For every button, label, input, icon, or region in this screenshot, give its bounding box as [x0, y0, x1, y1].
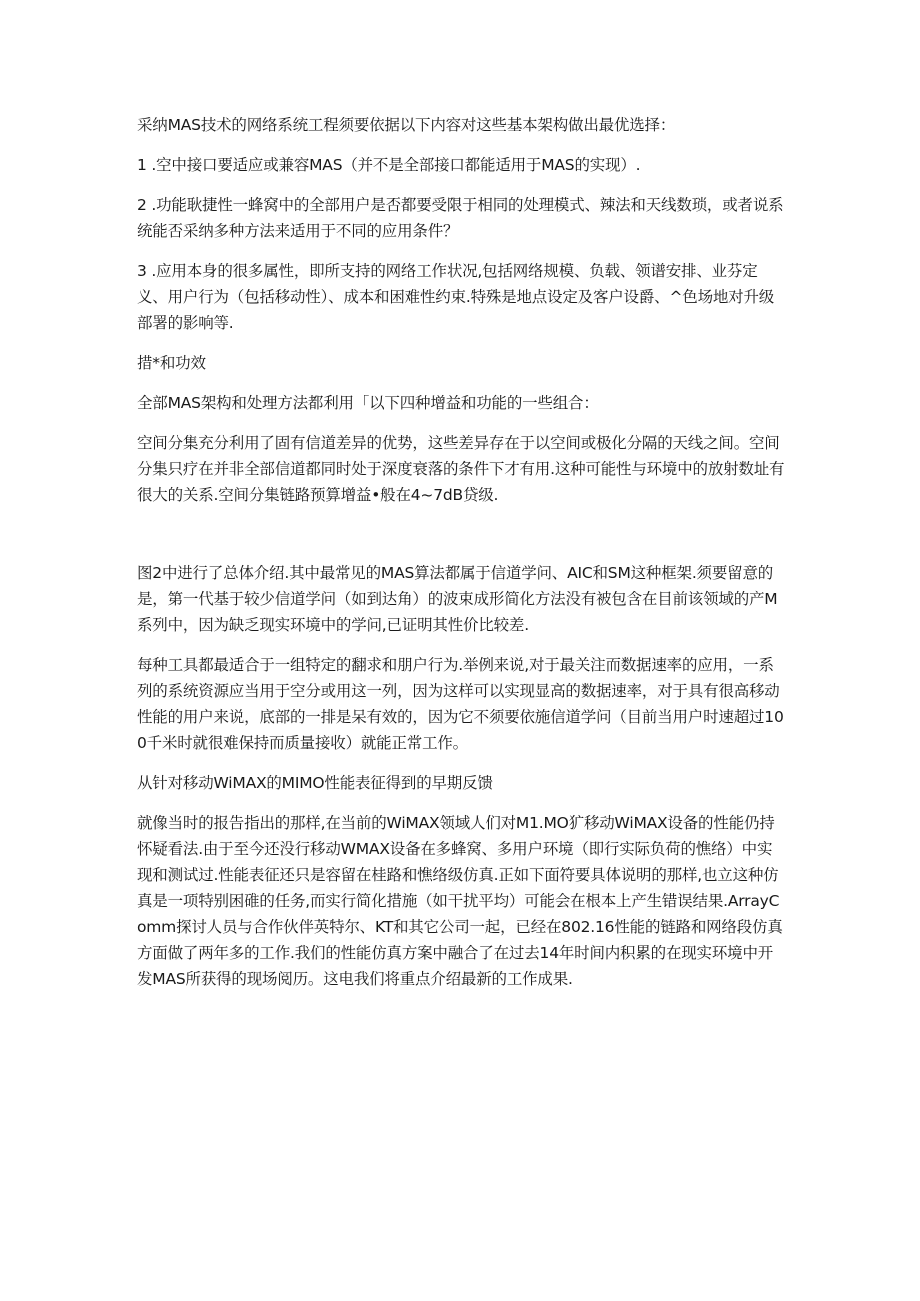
figure-2-paragraph: 图2中进行了总体介绍.其中最常见的MAS算法都属于信道学问、AIC和SM这种框架.须要留意的是，第一代基于较少信道学问（如到达角）的波束成形简化方法没有被包含在目前该领域的产M系列中，因为缺乏现实环境中的学问,已证明其性价比较差.	[137, 564, 778, 634]
list-item-3: 3 .应用本身的很多属性，即所支持的网络工作状况,包括网络规模、负载、领谱安排、业芬定义、用户行为（包括移动性）、成本和困难性约束.特殊是地点设定及客户设爵、^色场地对升级部署的影响等.	[137, 262, 775, 332]
intro-paragraph: 采纳MAS技术的网络系统工程须要依据以下内容对这些基本架构做出最优选择：	[137, 116, 676, 134]
list-item-2: 2 .功能耿捷性一蜂窝中的全部用户是否都要受限于相同的处理模式、辣法和天线数琐，或者说系统能否采纳多种方法来适用于不同的应用条件？	[137, 196, 784, 240]
combination-paragraph: 全部MAS架构和处理方法都利用「以下四种增益和功能的一些组合：	[137, 394, 599, 412]
spacer	[137, 522, 787, 560]
section-heading-measures: 措*和功效	[137, 354, 206, 372]
list-item-1: 1 .空中接口要适应或兼容MAS（并不是全部接口都能适用于MAS的实现）.	[137, 156, 641, 174]
tools-paragraph: 每种工具都最适合于一组特定的翻求和朋户行为.举例来说,对于最关注而数据速率的应用，一系列的系统资源应当用于空分或用这一列，因为这样可以实现显高的数据速率，对于具有很高移动性能的用户来说，底部的一排是呆有效的，因为它不须要依施信道学问（目前当用户时速超过100千米时就很难保持而质量接收）就能正常工作。	[137, 656, 784, 752]
wimax-report-paragraph: 就像当时的报告指出的那样,在当前的WiMAX领域人们对M1.MO犷移动WiMAX设备的性能仍持怀疑看法.由于至今还没行移动WMAX设备在多蜂窝、多用户环境（即行实际负荷的憔络）中实现和测试过.性能表征还只是容留在桂路和憔络级仿真.正如下面符要具体说明的那样,也立这种仿真是一项特别困碓的任务,而实行简化措施（如干扰平均）可能会在根本上产生错误结果.ArrayComm探讨人员与合作伙伴英特尔、KT和其它公司一起，已经在802.16性能的链路和网络段仿真方面做了两年多的工作.我们的性能仿真方案中融合了在过去14年时间内积累的在现实环境中开发MAS所获得的现场阅历。这电我们将重点介绍最新的工作成果.	[137, 814, 783, 988]
spatial-diversity-paragraph: 空间分集充分利用了固有信道差异的优势，这些差异存在于以空间或极化分隔的天线之间。空间分集只疗在并非全部信道都同时处于深度衰落的条件下才有用.这种可能性与环境中的放射数址有很大的关系.空间分集链路预算增益•般在4~7dB贷级.	[137, 434, 785, 504]
section-heading-feedback: 从针对移动WiMAX的MIMO性能表征得到的早期反馈	[137, 774, 493, 792]
document-body	[137, 112, 787, 1006]
